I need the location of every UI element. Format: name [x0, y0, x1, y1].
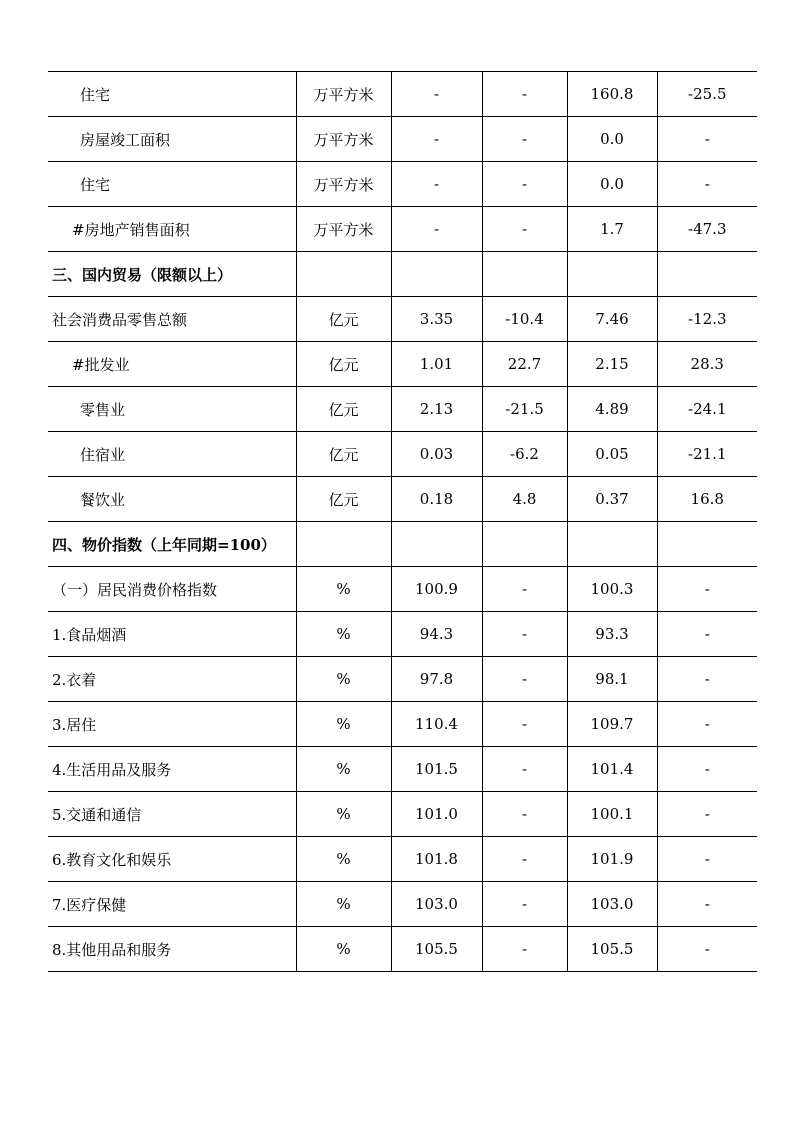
- current-value-cell: 110.4: [391, 702, 482, 747]
- table-row: [48, 567, 757, 612]
- table-row: [48, 297, 757, 342]
- cumulative-growth-cell: -: [657, 612, 757, 657]
- cumulative-growth-cell: -: [657, 837, 757, 882]
- current-value-cell: -: [391, 117, 482, 162]
- cumulative-growth-cell: -25.5: [657, 72, 757, 117]
- item-name-cell: 4.生活用品及服务: [48, 747, 296, 792]
- cumulative-value-cell: 160.8: [567, 72, 657, 117]
- cumulative-value-cell: 98.1: [567, 657, 657, 702]
- current-growth-cell: -: [482, 612, 567, 657]
- table-row: [48, 882, 757, 927]
- current-growth-cell: 22.7: [482, 342, 567, 387]
- unit-cell: 亿元: [296, 387, 391, 432]
- cumulative-growth-cell: -24.1: [657, 387, 757, 432]
- cumulative-value-cell: 0.0: [567, 162, 657, 207]
- table-row: [48, 387, 757, 432]
- current-value-cell: 101.8: [391, 837, 482, 882]
- current-value-cell: 2.13: [391, 387, 482, 432]
- cumulative-growth-cell: [657, 252, 757, 297]
- current-value-cell: 1.01: [391, 342, 482, 387]
- cumulative-value-cell: 1.7: [567, 207, 657, 252]
- cumulative-growth-cell: -: [657, 882, 757, 927]
- item-name-cell: 住宿业: [48, 432, 296, 477]
- cumulative-value-cell: 2.15: [567, 342, 657, 387]
- unit-cell: 亿元: [296, 342, 391, 387]
- table-row: [48, 207, 757, 252]
- item-name-cell: （一）居民消费价格指数: [48, 567, 296, 612]
- statistics-table: [48, 71, 757, 972]
- cumulative-growth-cell: [657, 522, 757, 567]
- cumulative-growth-cell: 28.3: [657, 342, 757, 387]
- current-growth-cell: -21.5: [482, 387, 567, 432]
- unit-cell: 亿元: [296, 297, 391, 342]
- cumulative-growth-cell: -: [657, 702, 757, 747]
- current-growth-cell: -: [482, 747, 567, 792]
- current-value-cell: 103.0: [391, 882, 482, 927]
- unit-cell: %: [296, 702, 391, 747]
- cumulative-value-cell: 100.1: [567, 792, 657, 837]
- current-growth-cell: -10.4: [482, 297, 567, 342]
- current-growth-cell: -: [482, 927, 567, 972]
- unit-cell: %: [296, 792, 391, 837]
- cumulative-value-cell: 103.0: [567, 882, 657, 927]
- unit-cell: %: [296, 657, 391, 702]
- current-value-cell: 100.9: [391, 567, 482, 612]
- table-row: [48, 837, 757, 882]
- current-value-cell: [391, 522, 482, 567]
- table-row: [48, 342, 757, 387]
- table-row: [48, 612, 757, 657]
- table-row: [48, 927, 757, 972]
- current-growth-cell: -: [482, 837, 567, 882]
- cumulative-value-cell: 105.5: [567, 927, 657, 972]
- current-growth-cell: -: [482, 702, 567, 747]
- current-growth-cell: -6.2: [482, 432, 567, 477]
- cumulative-value-cell: 0.05: [567, 432, 657, 477]
- item-name-cell: 住宅: [48, 72, 296, 117]
- cumulative-value-cell: 100.3: [567, 567, 657, 612]
- unit-cell: 万平方米: [296, 162, 391, 207]
- current-value-cell: 97.8: [391, 657, 482, 702]
- current-growth-cell: -: [482, 207, 567, 252]
- current-growth-cell: 4.8: [482, 477, 567, 522]
- unit-cell: %: [296, 837, 391, 882]
- current-growth-cell: [482, 522, 567, 567]
- cumulative-growth-cell: -21.1: [657, 432, 757, 477]
- cumulative-growth-cell: -: [657, 162, 757, 207]
- item-name-cell: 2.衣着: [48, 657, 296, 702]
- cumulative-value-cell: 93.3: [567, 612, 657, 657]
- table-row: [48, 702, 757, 747]
- current-value-cell: 0.18: [391, 477, 482, 522]
- current-value-cell: 101.0: [391, 792, 482, 837]
- cumulative-value-cell: 109.7: [567, 702, 657, 747]
- cumulative-value-cell: 101.4: [567, 747, 657, 792]
- table-row: [48, 117, 757, 162]
- current-value-cell: [391, 252, 482, 297]
- table-row: [48, 657, 757, 702]
- table-row: [48, 792, 757, 837]
- cumulative-growth-cell: -: [657, 927, 757, 972]
- current-value-cell: 101.5: [391, 747, 482, 792]
- cumulative-value-cell: [567, 522, 657, 567]
- cumulative-value-cell: [567, 252, 657, 297]
- cumulative-growth-cell: -: [657, 117, 757, 162]
- item-name-cell: 8.其他用品和服务: [48, 927, 296, 972]
- table-row: [48, 747, 757, 792]
- table-row: [48, 72, 757, 117]
- current-value-cell: -: [391, 207, 482, 252]
- current-value-cell: -: [391, 72, 482, 117]
- table-row: [48, 477, 757, 522]
- table-body: [48, 72, 757, 972]
- item-name-cell: 餐饮业: [48, 477, 296, 522]
- table-row: [48, 162, 757, 207]
- item-name-cell: #房地产销售面积: [48, 207, 296, 252]
- cumulative-growth-cell: -47.3: [657, 207, 757, 252]
- current-value-cell: 3.35: [391, 297, 482, 342]
- unit-cell: 万平方米: [296, 72, 391, 117]
- item-name-cell: 5.交通和通信: [48, 792, 296, 837]
- cumulative-growth-cell: 16.8: [657, 477, 757, 522]
- item-name-cell: 零售业: [48, 387, 296, 432]
- current-growth-cell: -: [482, 117, 567, 162]
- item-name-cell: 7.医疗保健: [48, 882, 296, 927]
- cumulative-growth-cell: -: [657, 567, 757, 612]
- cumulative-value-cell: 0.0: [567, 117, 657, 162]
- current-growth-cell: -: [482, 657, 567, 702]
- section-header-row: [48, 252, 757, 297]
- item-name-cell: 房屋竣工面积: [48, 117, 296, 162]
- current-growth-cell: [482, 252, 567, 297]
- cumulative-value-cell: 0.37: [567, 477, 657, 522]
- cumulative-value-cell: 101.9: [567, 837, 657, 882]
- current-growth-cell: -: [482, 162, 567, 207]
- item-name-cell: 3.居住: [48, 702, 296, 747]
- item-name-cell: 三、国内贸易（限额以上）: [48, 252, 296, 297]
- cumulative-growth-cell: -: [657, 657, 757, 702]
- current-growth-cell: -: [482, 792, 567, 837]
- current-growth-cell: -: [482, 567, 567, 612]
- unit-cell: 万平方米: [296, 117, 391, 162]
- current-value-cell: 105.5: [391, 927, 482, 972]
- item-name-cell: 社会消费品零售总额: [48, 297, 296, 342]
- unit-cell: 万平方米: [296, 207, 391, 252]
- table-row: [48, 432, 757, 477]
- unit-cell: %: [296, 612, 391, 657]
- item-name-cell: 住宅: [48, 162, 296, 207]
- current-growth-cell: -: [482, 72, 567, 117]
- item-name-cell: 6.教育文化和娱乐: [48, 837, 296, 882]
- cumulative-growth-cell: -: [657, 747, 757, 792]
- unit-cell: %: [296, 882, 391, 927]
- cumulative-growth-cell: -12.3: [657, 297, 757, 342]
- item-name-cell: #批发业: [48, 342, 296, 387]
- unit-cell: 亿元: [296, 432, 391, 477]
- item-name-cell: 1.食品烟酒: [48, 612, 296, 657]
- unit-cell: 亿元: [296, 477, 391, 522]
- section-header-row: [48, 522, 757, 567]
- current-value-cell: 94.3: [391, 612, 482, 657]
- cumulative-value-cell: 4.89: [567, 387, 657, 432]
- unit-cell: [296, 522, 391, 567]
- unit-cell: %: [296, 567, 391, 612]
- cumulative-value-cell: 7.46: [567, 297, 657, 342]
- unit-cell: %: [296, 927, 391, 972]
- unit-cell: %: [296, 747, 391, 792]
- current-growth-cell: -: [482, 882, 567, 927]
- current-value-cell: 0.03: [391, 432, 482, 477]
- cumulative-growth-cell: -: [657, 792, 757, 837]
- current-value-cell: -: [391, 162, 482, 207]
- item-name-cell: 四、物价指数（上年同期=100）: [48, 522, 296, 567]
- unit-cell: [296, 252, 391, 297]
